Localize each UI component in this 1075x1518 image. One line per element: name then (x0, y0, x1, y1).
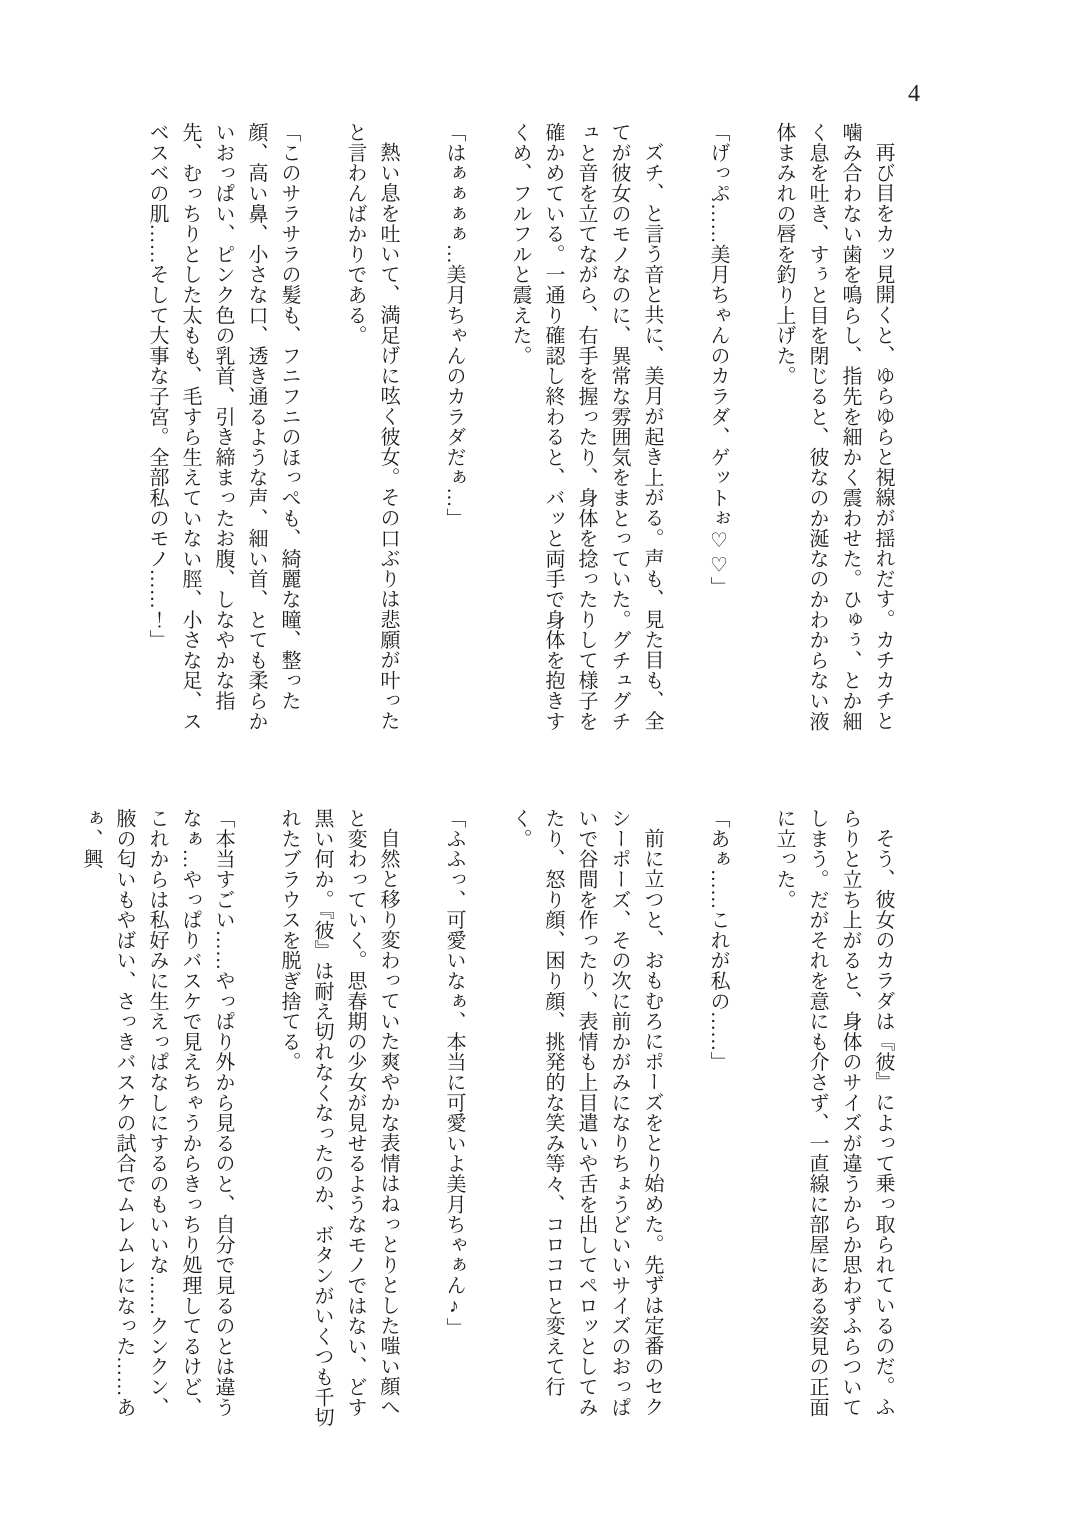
dialogue-line: 「あぁ……これが私の……」 (707, 808, 729, 1072)
dialogue-line: 「このサラサラの髪も、フニフニのほっぺも、綺麗な瞳、整った顔、高い鼻、小さな口、透き通るような声、細い首、とても柔らかいおっぱい、ピンク色の乳首、引き締まったお腹、しなやかな指先、むっちりとした太もも、毛すら生えていない脛、小さな足、スベスベの肌……そして大事な子宮。全部私のモノ……！」 (146, 122, 300, 731)
dialogue-line: 「げっぷ……美月ちゃんのカラダ、ゲットぉ♡♡」 (707, 122, 729, 597)
narration-paragraph: そう、彼女のカラダは『彼』によって乗っ取られているのだ。ふらりと立ち上がると、身体のサイズが違うからか思わずふらついてしまう。だがそれを意にも介さず、一直線に部屋にある姿見の正面に立った。 (773, 808, 894, 1417)
dialogue-line: 「本当すごい……やっぱり外から見るのと、自分で見るのとは違うなぁ…やっぱりバスケで見えちゃうからきっちり処理してるけど、これからは私好みに生えっぱなしにするのもいいな……クンクン、腋の匂いもやばい、さっきバスケの試合でムレムレになった……あぁ、興 (80, 808, 234, 1417)
dialogue-line: 「ふふっ、可愛いなぁ、本当に可愛いよ美月ちゃぁん♪」 (443, 808, 465, 1338)
narration-paragraph: 前に立つと、おもむろにポーズをとり始めた。先ずは定番のセクシーポーズ、その次に前かがみになりちょうどいいサイズのおっぱいで谷間を作ったり、表情も上目遣いや舌を出してペロッとしてみたり、怒り顔、困り顔、挑発的な笑み等々、コロコロと変えて行く。 (509, 808, 663, 1417)
narration-paragraph: 自然と移り変わっていた爽やかな表情はねっとりとした嗤い顔へと変わっていく。思春期の少女が見せるようなモノではない、どす黒い何か。『彼』は耐え切れなくなったのか、ボタンがいくつも千切れたブラウスを脱ぎ捨てる。 (278, 808, 399, 1428)
narration-paragraph: 再び目をカッ見開くと、ゆらゆらと視線が揺れだす。カチカチと噛み合わない歯を鳴らし、指先を細かく震わせた。ひゅぅ、とか細く息を吐き、すぅと目を閉じると、彼なのか涎なのかわからない液体まみれの唇を釣り上げた。 (773, 122, 894, 731)
narration-paragraph: 熱い息を吐いて、満足げに呟く彼女。その口ぶりは悲願が叶ったと言わんばかりである。 (344, 122, 399, 731)
narration-paragraph: ズチ、と言う音と共に、美月が起き上がる。声も、見た目も、全てが彼女のモノなのに、異常な雰囲気をまとっていた。グチュグチュと音を立てながら、右手を握ったり、身体を捻ったりして様子を確かめている。一通り確認し終わると、バッと両手で身体を抱きすくめ、フルフルと震えた。 (509, 122, 663, 731)
upper-text-block (133, 122, 899, 744)
page-number: 4 (908, 81, 920, 107)
dialogue-line: 「はぁぁぁぁ…美月ちゃんのカラダだぁ…」 (443, 122, 465, 528)
lower-text-block (80, 808, 899, 1430)
